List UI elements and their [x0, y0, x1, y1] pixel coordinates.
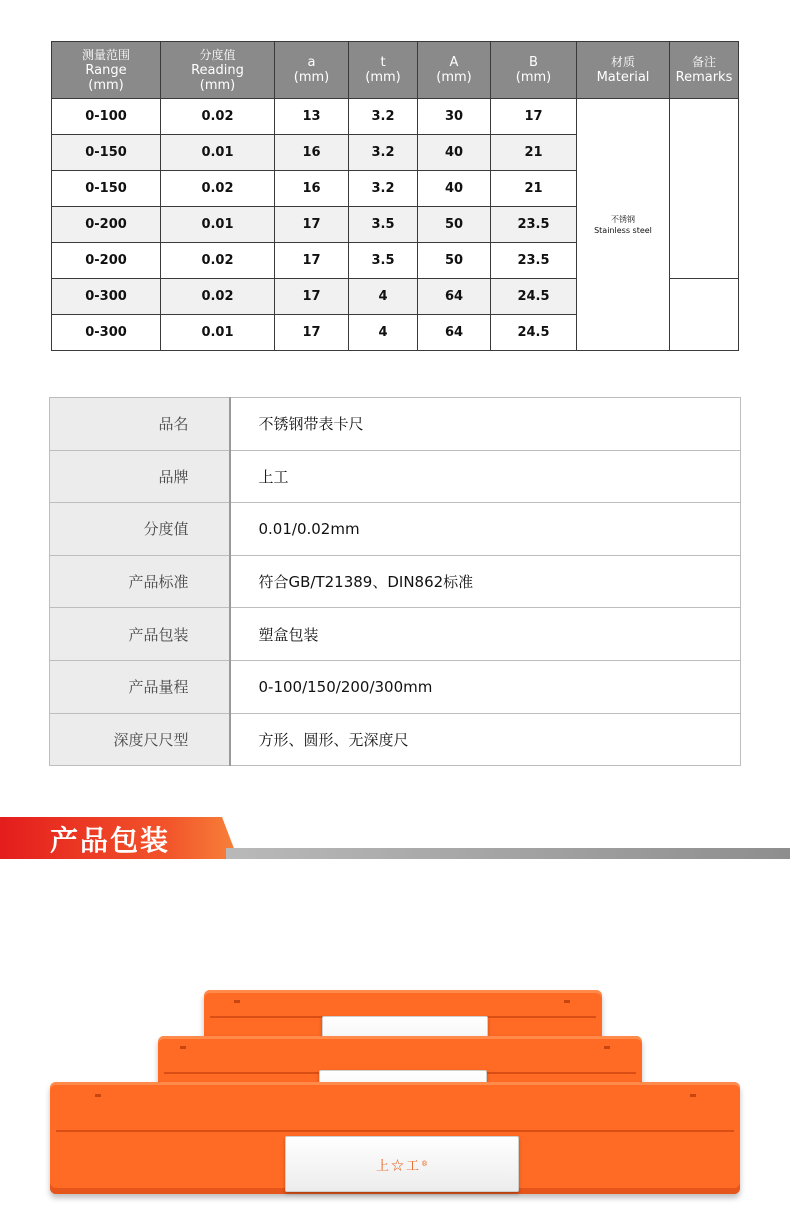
cell-a: 16 — [275, 135, 349, 171]
info-key-range: 产品量程 — [50, 660, 230, 713]
cell-reading: 0.01 — [161, 135, 275, 171]
info-value-depth-rod: 方形、圆形、无深度尺 — [230, 713, 741, 766]
cell-t: 3.2 — [349, 171, 418, 207]
cell-a: 16 — [275, 171, 349, 207]
cell-reading: 0.02 — [161, 279, 275, 315]
cell-range: 0-300 — [52, 315, 161, 351]
info-value-range: 0-100/150/200/300mm — [230, 660, 741, 713]
cell-reading: 0.01 — [161, 315, 275, 351]
cell-a: 17 — [275, 243, 349, 279]
section-banner — [0, 817, 790, 859]
header-t: t (mm) — [349, 42, 418, 99]
cell-A: 30 — [418, 99, 491, 135]
cell-a: 17 — [275, 315, 349, 351]
info-row — [50, 398, 741, 451]
brand-logo: 上☆工 — [375, 1158, 421, 1174]
cell-B: 24.5 — [491, 315, 577, 351]
product-info-table — [49, 397, 741, 766]
cell-range: 0-150 — [52, 171, 161, 207]
cell-t: 3.5 — [349, 243, 418, 279]
info-row — [50, 450, 741, 503]
cell-material — [577, 99, 670, 351]
header-A: A (mm) — [418, 42, 491, 99]
cell-a: 17 — [275, 279, 349, 315]
cell-range: 0-300 — [52, 279, 161, 315]
header-a: a (mm) — [275, 42, 349, 99]
info-key-brand: 品牌 — [50, 450, 230, 503]
packaging-photo — [0, 860, 790, 1215]
header-range: 测量范围 Range (mm) — [52, 42, 161, 99]
material-zh: 不锈钢 — [611, 214, 635, 224]
cell-a: 13 — [275, 99, 349, 135]
cell-t: 3.2 — [349, 99, 418, 135]
cell-t: 4 — [349, 315, 418, 351]
material-en: Stainless steel — [594, 225, 652, 235]
cell-B: 23.5 — [491, 243, 577, 279]
info-key-name: 品名 — [50, 398, 230, 451]
cell-t: 3.2 — [349, 135, 418, 171]
info-value-brand: 上工 — [230, 450, 741, 503]
cell-range: 0-200 — [52, 207, 161, 243]
cell-a: 17 — [275, 207, 349, 243]
cell-A: 50 — [418, 243, 491, 279]
cell-reading: 0.01 — [161, 207, 275, 243]
cell-A: 64 — [418, 315, 491, 351]
info-value-name: 不锈钢带表卡尺 — [230, 398, 741, 451]
cell-B: 24.5 — [491, 279, 577, 315]
info-row — [50, 713, 741, 766]
section-title: 产品包装 — [50, 824, 171, 857]
cell-range: 0-200 — [52, 243, 161, 279]
banner-grey-rule — [226, 848, 790, 859]
info-key-packaging: 产品包装 — [50, 608, 230, 661]
cell-reading: 0.02 — [161, 171, 275, 207]
info-value-reading: 0.01/0.02mm — [230, 503, 741, 556]
header-remarks: 备注 Remarks — [670, 42, 739, 99]
cell-reading: 0.02 — [161, 99, 275, 135]
spec-table — [51, 41, 739, 351]
info-row — [50, 660, 741, 713]
info-value-standard: 符合GB/T21389、DIN862标准 — [230, 555, 741, 608]
cell-range: 0-100 — [52, 99, 161, 135]
cell-B: 21 — [491, 171, 577, 207]
info-row — [50, 503, 741, 556]
cell-remarks-2 — [670, 279, 739, 351]
cell-B: 21 — [491, 135, 577, 171]
cell-B: 17 — [491, 99, 577, 135]
cell-remarks-1 — [670, 99, 739, 279]
info-key-depth-rod: 深度尺尺型 — [50, 713, 230, 766]
cell-A: 40 — [418, 135, 491, 171]
cell-reading: 0.02 — [161, 243, 275, 279]
case-label-large — [285, 1136, 519, 1192]
cell-A: 50 — [418, 207, 491, 243]
header-material: 材质 Material — [577, 42, 670, 99]
cell-t: 3.5 — [349, 207, 418, 243]
cell-range: 0-150 — [52, 135, 161, 171]
info-key-standard: 产品标准 — [50, 555, 230, 608]
table-row — [52, 99, 739, 135]
cell-t: 4 — [349, 279, 418, 315]
spec-header-row — [52, 42, 739, 99]
info-row — [50, 608, 741, 661]
cell-A: 40 — [418, 171, 491, 207]
header-reading: 分度值 Reading (mm) — [161, 42, 275, 99]
cell-B: 23.5 — [491, 207, 577, 243]
info-key-reading: 分度值 — [50, 503, 230, 556]
registered-mark: ® — [421, 1160, 428, 1168]
cell-A: 64 — [418, 279, 491, 315]
info-value-packaging: 塑盒包装 — [230, 608, 741, 661]
header-B: B (mm) — [491, 42, 577, 99]
info-row — [50, 555, 741, 608]
